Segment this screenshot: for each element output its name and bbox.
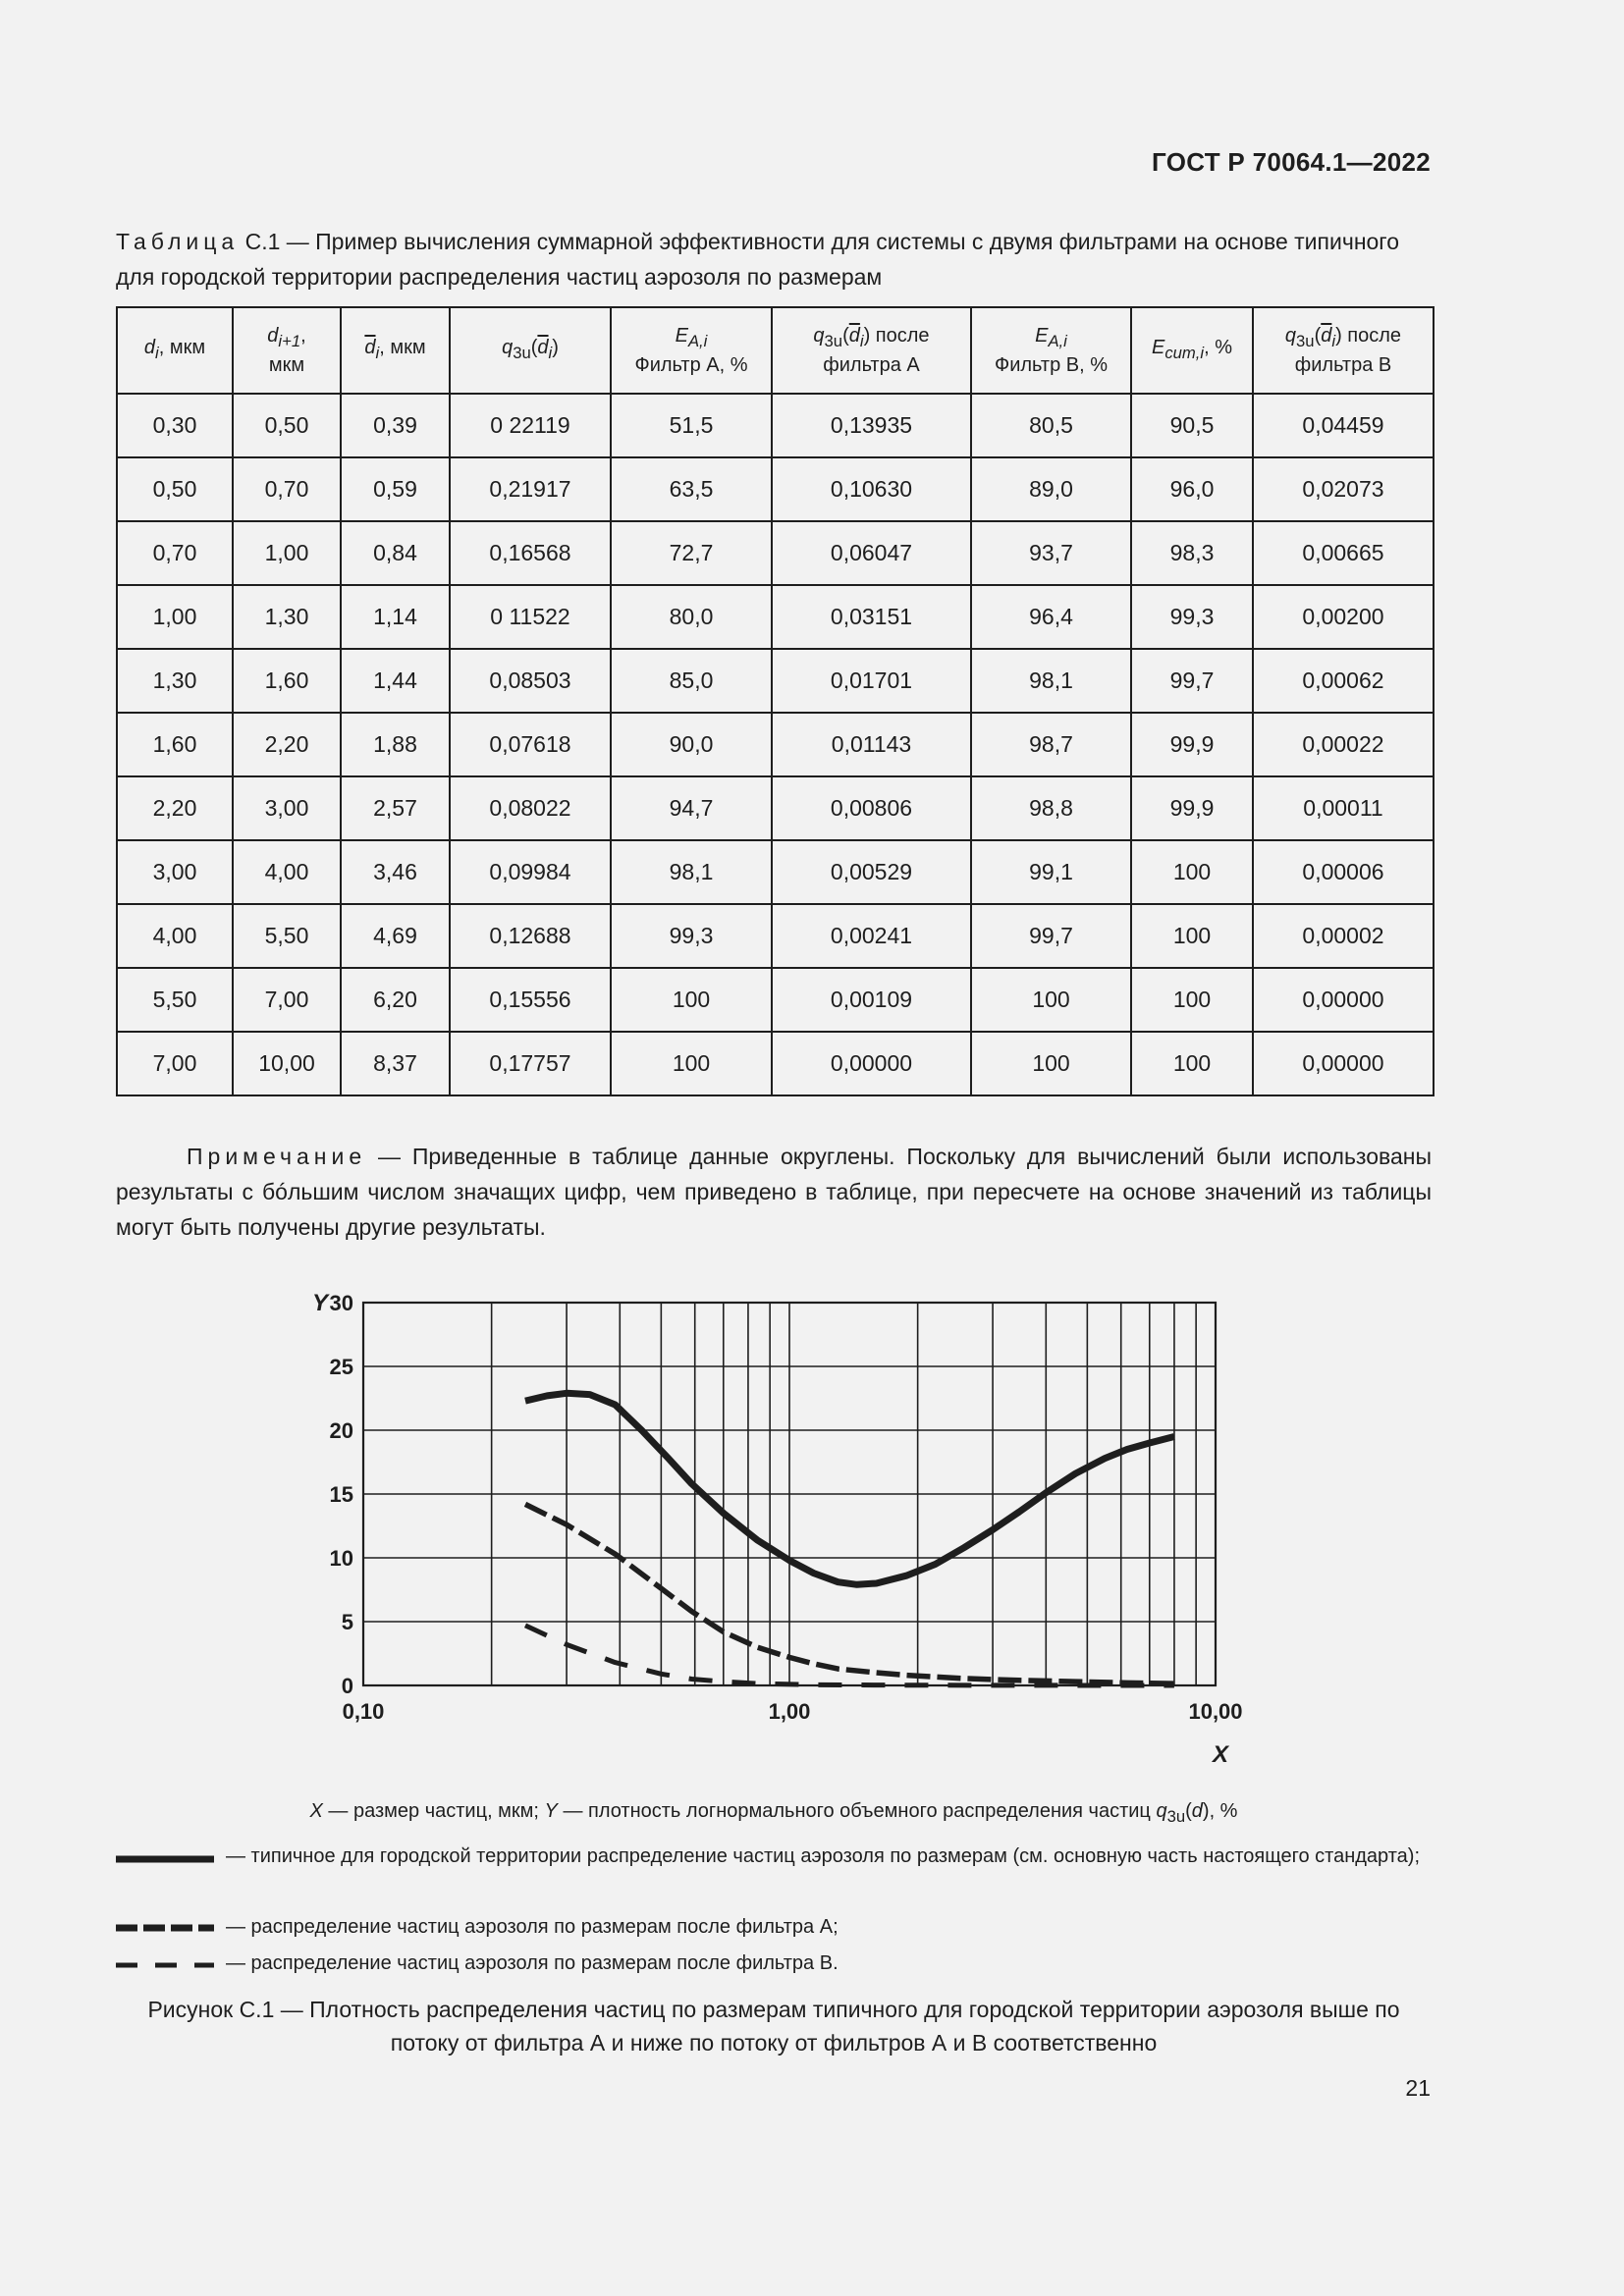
table-cell: 0,00062 (1253, 649, 1434, 713)
table-cell: 100 (1131, 840, 1253, 904)
table-row (117, 713, 1434, 776)
table-cell: 0,02073 (1253, 457, 1434, 521)
note-label: Примечание (187, 1144, 367, 1169)
figure-caption: Рисунок С.1 — Плотность распределения частиц по размерам типичного для городской территории аэрозоля выше по потоку от фильтра А и ниже по потоку от фильтров А и В соответственно (147, 1997, 1400, 2056)
table-cell: 85,0 (611, 649, 772, 713)
efficiency-table (116, 306, 1435, 1096)
table-cell: 5,50 (117, 968, 233, 1032)
table-cell: 0,59 (341, 457, 450, 521)
x-axis-label: X (1212, 1741, 1229, 1768)
y-tick-label: 30 (329, 1291, 353, 1315)
table-cell: 72,7 (611, 521, 772, 585)
table-cell: 0,04459 (1253, 394, 1434, 457)
table-cell: 0,39 (341, 394, 450, 457)
table-cell: 98,8 (971, 776, 1131, 840)
table-cell: 2,20 (117, 776, 233, 840)
table-cell: 3,00 (117, 840, 233, 904)
table-row (117, 968, 1434, 1032)
table-cell: 0,08022 (450, 776, 611, 840)
table-cell: 90,5 (1131, 394, 1253, 457)
header-d-mean: $\overline{d}_i$, мкм (341, 307, 450, 394)
table-cell: 2,57 (341, 776, 450, 840)
table-cell: 1,60 (117, 713, 233, 776)
y-axis-label: Y (312, 1290, 329, 1316)
y-tick-label: 10 (329, 1546, 353, 1571)
page-number: 21 (1405, 2075, 1431, 2101)
table-cell: 98,3 (1131, 521, 1253, 585)
table-cell: 0,07618 (450, 713, 611, 776)
table-cell: 3,46 (341, 840, 450, 904)
table-cell: 0,00002 (1253, 904, 1434, 968)
y-tick-label: 20 (329, 1418, 353, 1443)
table-cell: 0,16568 (450, 521, 611, 585)
table-cell: 100 (971, 968, 1131, 1032)
table-cell: 0,00529 (772, 840, 971, 904)
table-cell: 0,00000 (1253, 968, 1434, 1032)
table-cell: 0,10630 (772, 457, 971, 521)
table-caption (116, 224, 1432, 294)
table-cell: 93,7 (971, 521, 1131, 585)
table-cell: 10,00 (233, 1032, 341, 1095)
table-cell: 7,00 (117, 1032, 233, 1095)
table-cell: 0,00806 (772, 776, 971, 840)
header-e-filter-a: $E_{A,i}$ Фильтр А, % (611, 307, 772, 394)
y-tick-label: 15 (329, 1482, 353, 1507)
table-cell: 0 11522 (450, 585, 611, 649)
table-caption-text: С.1 — Пример вычисления суммарной эффективности для системы с двумя фильтрами на основе типичного для городской территории распределения частиц аэрозоля по размерам (116, 229, 1399, 290)
table-cell: 1,00 (233, 521, 341, 585)
table-cell: 0,84 (341, 521, 450, 585)
particle-density-chart (285, 1281, 1243, 1772)
table-cell: 1,30 (233, 585, 341, 649)
table-cell: 0,70 (233, 457, 341, 521)
legend-solid-line (116, 1853, 214, 1865)
table-cell: 0,50 (117, 457, 233, 521)
table-cell: 0,00006 (1253, 840, 1434, 904)
table-cell: 0,00200 (1253, 585, 1434, 649)
table-cell: 0,00022 (1253, 713, 1434, 776)
table-cell: 0,03151 (772, 585, 971, 649)
table-cell: 100 (971, 1032, 1131, 1095)
table-cell: 1,60 (233, 649, 341, 713)
table-cell: 99,3 (611, 904, 772, 968)
series-line-3 (525, 1626, 1174, 1685)
table-cell: 99,9 (1131, 776, 1253, 840)
header-q3u: $q_{3u}(\overline{d}_i)$ (450, 307, 611, 394)
header-d-i: $d_i$, мкм (117, 307, 233, 394)
table-cell: 96,0 (1131, 457, 1253, 521)
table-cell: 100 (611, 1032, 772, 1095)
table-cell: 1,44 (341, 649, 450, 713)
table-cell: 8,37 (341, 1032, 450, 1095)
table-cell: 0,00109 (772, 968, 971, 1032)
document-code: ГОСТ Р 70064.1—2022 (1152, 147, 1431, 177)
x-tick-label: 1,00 (768, 1699, 811, 1724)
table-row (117, 457, 1434, 521)
table-row (117, 585, 1434, 649)
table-cell: 1,88 (341, 713, 450, 776)
table-cell: 0,00011 (1253, 776, 1434, 840)
y-tick-label: 0 (341, 1674, 353, 1698)
header-e-cum: $E_{cum,i}$, % (1131, 307, 1253, 394)
table-cell: 0,09984 (450, 840, 611, 904)
table-cell: 80,0 (611, 585, 772, 649)
table-cell: 99,7 (1131, 649, 1253, 713)
table-row (117, 1032, 1434, 1095)
table-cell: 100 (1131, 904, 1253, 968)
legend-dashed-b-line (116, 1959, 214, 1971)
table-cell: 96,4 (971, 585, 1131, 649)
table-cell: 98,1 (971, 649, 1131, 713)
series-line-2 (525, 1504, 1174, 1683)
table-cell: 0,17757 (450, 1032, 611, 1095)
table-cell: 100 (1131, 1032, 1253, 1095)
y-tick-label: 5 (341, 1610, 353, 1634)
header-q3u-after-b: $q_{3u}(\overline{d}_i)$ после фильтра В (1253, 307, 1434, 394)
table-cell: 0,01701 (772, 649, 971, 713)
table-cell: 7,00 (233, 968, 341, 1032)
table-cell: 0,13935 (772, 394, 971, 457)
table-cell: 98,1 (611, 840, 772, 904)
table-cell: 51,5 (611, 394, 772, 457)
table-row (117, 904, 1434, 968)
table-cell: 4,00 (117, 904, 233, 968)
table-cell: 99,3 (1131, 585, 1253, 649)
table-cell: 0,21917 (450, 457, 611, 521)
table-cell: 0,00241 (772, 904, 971, 968)
table-cell: 99,9 (1131, 713, 1253, 776)
table-body (117, 394, 1434, 1095)
table-note (116, 1139, 1432, 1245)
note-text: — Приведенные в таблице данные округлены. Поскольку для вычислений были использованы результаты с бóльшим числом значащих цифр, чем приведено в таблице, при пересчете на основе значений из таблицы могут быть получены другие результаты. (116, 1144, 1432, 1240)
table-row (117, 394, 1434, 457)
table-cell: 99,7 (971, 904, 1131, 968)
x-tick-label: 0,10 (342, 1699, 385, 1724)
legend-item-filter-a: — распределение частиц аэрозоля по размерам после фильтра А; (226, 1916, 839, 1938)
table-cell: 2,20 (233, 713, 341, 776)
y-tick-label: 25 (329, 1355, 353, 1379)
table-cell: 100 (1131, 968, 1253, 1032)
header-e-filter-b: $E_{A,i}$ Фильтр В, % (971, 307, 1131, 394)
table-cell: 80,5 (971, 394, 1131, 457)
table-row (117, 776, 1434, 840)
table-cell: 94,7 (611, 776, 772, 840)
table-row (117, 649, 1434, 713)
table-cell: 63,5 (611, 457, 772, 521)
table-cell: 1,30 (117, 649, 233, 713)
table-cell: 0,12688 (450, 904, 611, 968)
table-cell: 0,00000 (772, 1032, 971, 1095)
table-cell: 0,70 (117, 521, 233, 585)
table-cell: 0 22119 (450, 394, 611, 457)
table-cell: 0,00665 (1253, 521, 1434, 585)
table-cell: 100 (611, 968, 772, 1032)
table-header-row (117, 307, 1434, 394)
series-line-1 (525, 1393, 1174, 1584)
axis-description: X — размер частиц, мкм; Y — плотность логнормального объемного распределения частиц $q_{3u}(d)$, % (309, 1800, 1238, 1826)
legend-item-filter-b: — распределение частиц аэрозоля по размерам после фильтра В. (226, 1952, 839, 1974)
table-cell: 0,50 (233, 394, 341, 457)
table-cell: 4,69 (341, 904, 450, 968)
table-cell: 1,00 (117, 585, 233, 649)
table-cell: 99,1 (971, 840, 1131, 904)
table-cell: 98,7 (971, 713, 1131, 776)
table-cell: 3,00 (233, 776, 341, 840)
table-cell: 0,30 (117, 394, 233, 457)
table-cell: 89,0 (971, 457, 1131, 521)
table-cell: 4,00 (233, 840, 341, 904)
table-cell: 0,15556 (450, 968, 611, 1032)
table-row (117, 840, 1434, 904)
header-q3u-after-a: $q_{3u}(\overline{d}_i)$ после фильтра А (772, 307, 971, 394)
table-cell: 6,20 (341, 968, 450, 1032)
table-cell: 0,06047 (772, 521, 971, 585)
table-cell: 0,01143 (772, 713, 971, 776)
legend-dashed-a-line (116, 1922, 214, 1934)
legend-item-typical: — типичное для городской территории распределение частиц аэрозоля по размерам (см. основную часть настоящего стандарта); (226, 1845, 1420, 1867)
x-tick-label: 10,00 (1188, 1699, 1243, 1724)
table-cell: 5,50 (233, 904, 341, 968)
table-cell: 0,08503 (450, 649, 611, 713)
table-row (117, 521, 1434, 585)
table-cell: 0,00000 (1253, 1032, 1434, 1095)
table-cell: 90,0 (611, 713, 772, 776)
header-d-i-plus-1: $d_{i+1}$, мкм (233, 307, 341, 394)
table-cell: 1,14 (341, 585, 450, 649)
table-label: Таблица (116, 229, 240, 254)
